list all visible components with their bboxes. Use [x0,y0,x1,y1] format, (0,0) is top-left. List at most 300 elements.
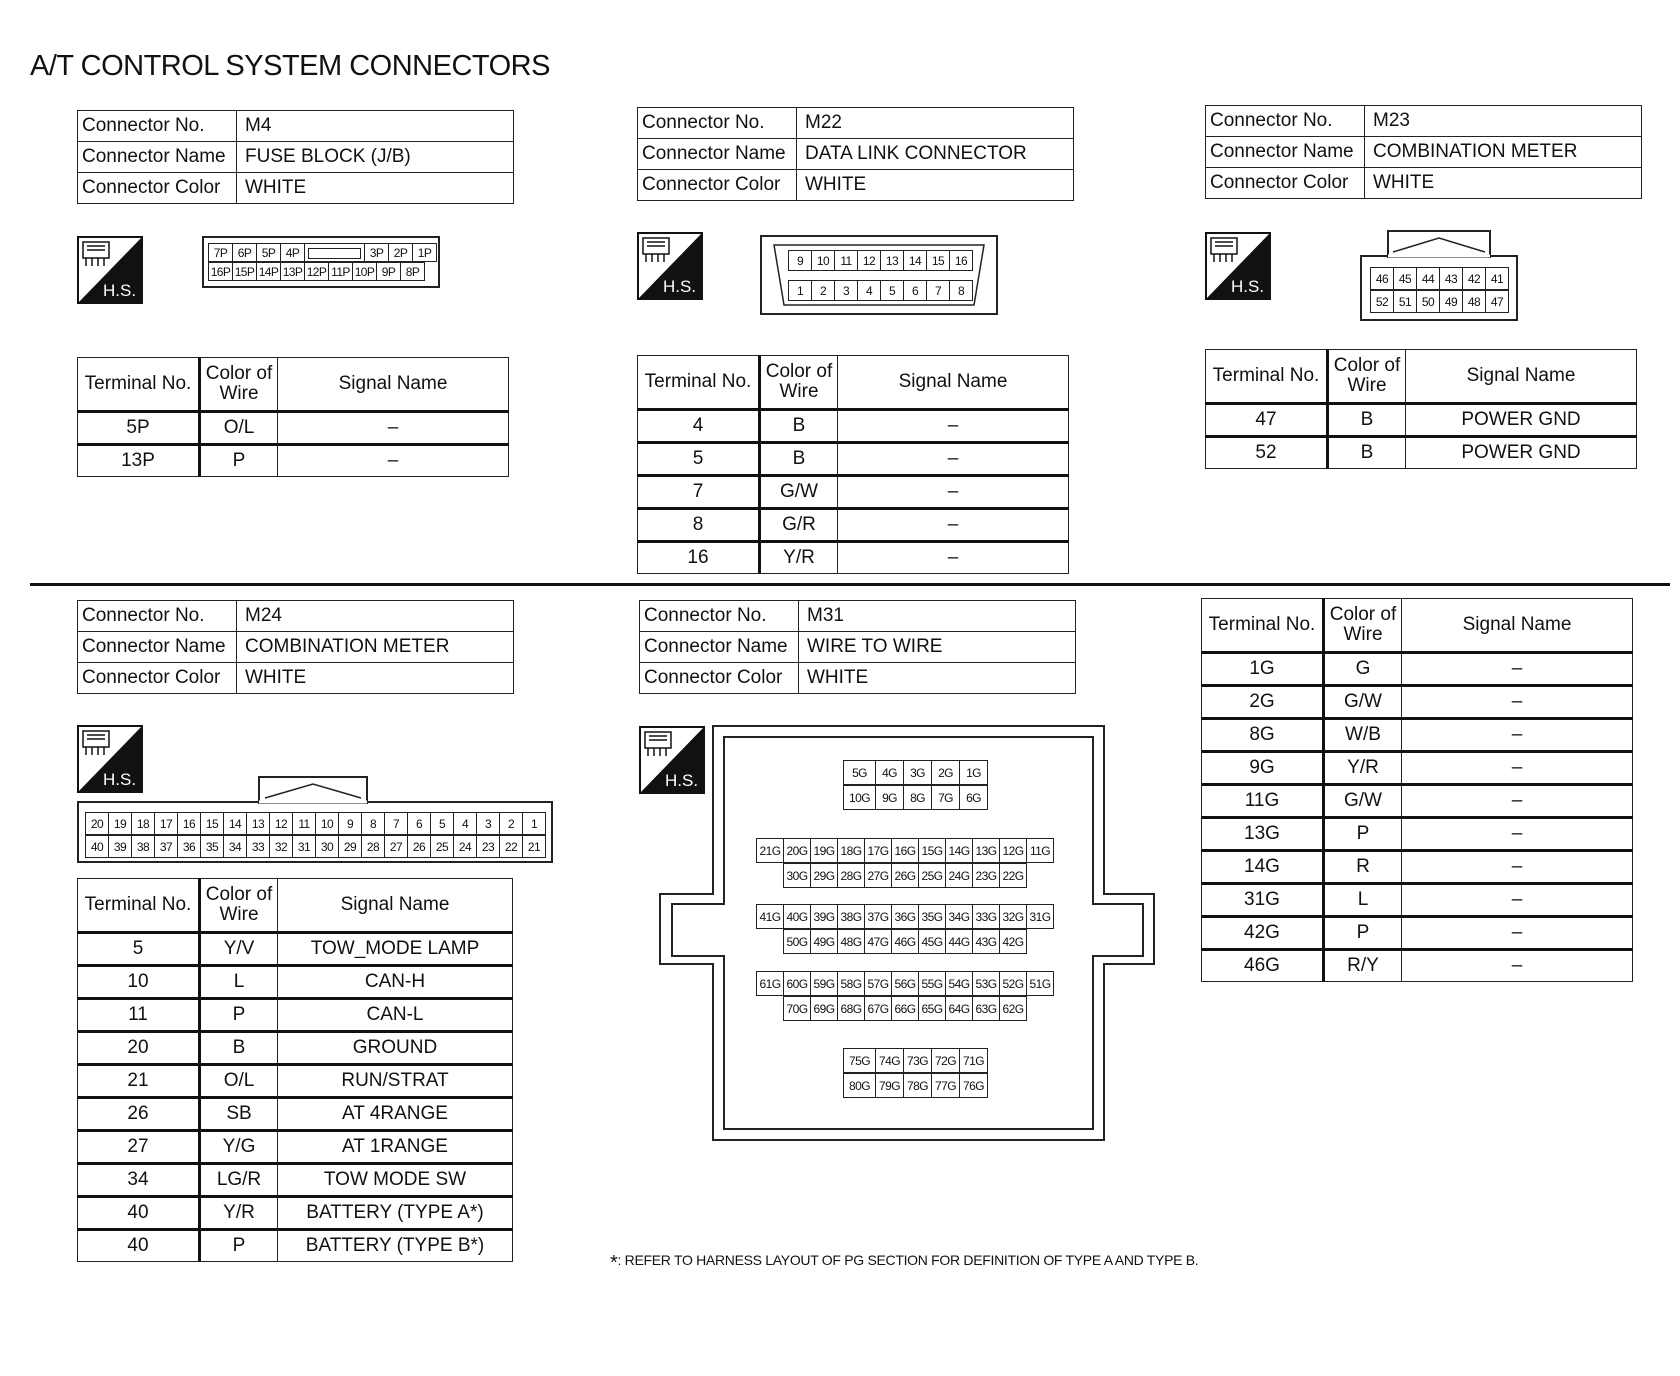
connector-pin: 64G [946,997,973,1021]
table-row [78,412,509,445]
table-row [1202,686,1633,719]
connector-pin: 35 [201,836,224,858]
connector-pin: 76G [960,1074,988,1098]
connector-pin: 45G [919,930,946,954]
connector-no-value: M24 [237,601,514,632]
connector-color-label: Connector Color [638,170,797,201]
connector-pin: 24 [454,836,477,858]
connector-pin: 3 [477,813,500,835]
connector-pin: 55G [919,972,946,996]
table-row [1202,917,1633,950]
connector-pin: 13 [247,813,270,835]
connector-pin: 36G [892,905,919,929]
connector-pin: 80G [844,1074,876,1098]
table-row [1202,719,1633,752]
connector-pin: 13 [881,251,904,271]
wire-color-cell: B [1328,437,1406,469]
signal-name-cell: BATTERY (TYPE B*) [278,1230,513,1262]
wire-color-cell: G/W [1324,686,1402,719]
connector-pin: 13G [973,839,1000,863]
connector-pin: 11 [835,251,858,271]
connector-pin: 52G [1000,972,1027,996]
hs-label: H.S. [103,770,137,789]
m22-pin-row-top [788,250,973,271]
m31-block-3-row-bottom [783,929,1027,954]
wire-color-cell: L [1324,884,1402,917]
connector-pin: 59G [811,972,838,996]
connector-pin: 32 [270,836,293,858]
connector-pin: 43 [1440,268,1463,290]
signal-name-header: Signal Name [1402,599,1633,653]
connector-pin: 46G [892,930,919,954]
terminal-no-cell: 46G [1202,950,1324,982]
connector-pin: 24G [946,864,973,888]
connector-pin: 16G [892,839,919,863]
connector-key-slot [305,244,365,262]
connector-pin: 10G [844,786,876,810]
table-row [1202,818,1633,851]
table-row [78,1230,513,1262]
terminal-no-header: Terminal No. [1206,350,1328,404]
connector-pin: 14 [224,813,247,835]
terminal-no-cell: 11 [78,999,200,1032]
color-of-wire-header: Color of Wire [200,879,278,933]
connector-pin: 39 [109,836,132,858]
connector-pin: 1G [960,761,988,785]
connector-pin: 9P [377,263,401,281]
connector-pin: 21 [523,836,546,858]
m31-terminal-table [1201,598,1633,982]
connector-pin: 3 [835,281,858,301]
connector-pin: 6P [233,244,257,262]
wire-color-cell: G [1324,653,1402,686]
wire-color-cell: P [1324,818,1402,851]
m4-pin-row-bottom [208,262,425,281]
wire-color-cell: G/W [1324,785,1402,818]
connector-pin: 5G [844,761,876,785]
connector-name-value: WIRE TO WIRE [799,632,1076,663]
connector-pin: 47G [865,930,892,954]
terminal-no-header: Terminal No. [1202,599,1324,653]
signal-name-cell: TOW MODE SW [278,1164,513,1197]
connector-pin: 4 [454,813,477,835]
m31-info-table [639,600,1076,694]
connector-pin: 41G [757,905,784,929]
connector-no-label: Connector No. [1206,106,1365,137]
connector-no-label: Connector No. [640,601,799,632]
terminal-no-cell: 40 [78,1197,200,1230]
wire-color-cell: W/B [1324,719,1402,752]
connector-pin: 28 [362,836,385,858]
terminal-no-cell: 2G [1202,686,1324,719]
table-row [1202,884,1633,917]
terminal-no-cell: 8G [1202,719,1324,752]
signal-name-cell: – [838,542,1069,574]
connector-pin: 12G [1000,839,1027,863]
connector-pin: 46 [1371,268,1394,290]
table-row [78,999,513,1032]
wire-color-cell: LG/R [200,1164,278,1197]
connector-pin: 72G [932,1049,960,1073]
connector-pin: 6 [904,281,927,301]
connector-pin: 26G [892,864,919,888]
terminal-no-cell: 16 [638,542,760,574]
connector-pin: 52 [1371,291,1394,313]
connector-pin: 18G [838,839,865,863]
connector-name-label: Connector Name [78,632,237,663]
connector-pin: 62G [1000,997,1027,1021]
signal-name-cell: – [838,509,1069,542]
connector-color-value: WHITE [1365,168,1642,199]
m22-terminal-table [637,355,1069,574]
connector-pin: 16 [950,251,973,271]
table-row [1202,950,1633,982]
connector-pin: 9 [339,813,362,835]
signal-name-cell: – [838,410,1069,443]
signal-name-cell: GROUND [278,1032,513,1065]
terminal-no-cell: 11G [1202,785,1324,818]
connector-pin: 37G [865,905,892,929]
signal-name-cell: – [278,412,509,445]
connector-no-value: M22 [797,108,1074,139]
table-row [638,476,1069,509]
signal-name-cell: AT 4RANGE [278,1098,513,1131]
wire-color-cell: Y/V [200,933,278,966]
connector-pin: 45 [1394,268,1417,290]
connector-pin: 5 [431,813,454,835]
connector-pin: 7G [932,786,960,810]
signal-name-cell: CAN-H [278,966,513,999]
table-row [1202,785,1633,818]
m23-info-table [1205,105,1642,199]
m22-pin-row-bottom [788,280,973,301]
connector-pin: 1P [413,244,437,262]
wire-color-cell: L [200,966,278,999]
connector-pin: 27 [385,836,408,858]
connector-pin: 56G [892,972,919,996]
connector-pin: 20 [86,813,109,835]
connector-pin: 15G [919,839,946,863]
connector-pin: 2 [812,281,835,301]
m22-connector-face [760,235,1000,315]
connector-color-label: Connector Color [78,663,237,694]
connector-pin: 44 [1417,268,1440,290]
signal-name-header: Signal Name [1406,350,1637,404]
table-row [638,410,1069,443]
connector-pin: 16P [209,263,233,281]
table-row [1202,653,1633,686]
connector-no-value: M31 [799,601,1076,632]
table-row [78,1065,513,1098]
connector-color-label: Connector Color [78,173,237,204]
connector-pin: 2G [932,761,960,785]
connector-pin: 48G [838,930,865,954]
m22-info-table [637,107,1074,201]
connector-no-value: M23 [1365,106,1642,137]
connector-color-label: Connector Color [1206,168,1365,199]
wire-color-cell: B [200,1032,278,1065]
connector-pin: 15 [201,813,224,835]
connector-pin: 39G [811,905,838,929]
signal-name-cell: RUN/STRAT [278,1065,513,1098]
footnote-text: : REFER TO HARNESS LAYOUT OF PG SECTION FOR DEFINITION OF TYPE A AND TYPE B. [617,1252,1199,1268]
connector-name-label: Connector Name [638,139,797,170]
m23-pin-row-bottom [1370,290,1509,313]
m24-terminal-table [77,878,513,1262]
terminal-no-cell: 8 [638,509,760,542]
signal-name-cell: – [1402,917,1633,950]
connector-pin: 42 [1463,268,1486,290]
m23-pin-row-top [1370,267,1509,290]
terminal-no-cell: 27 [78,1131,200,1164]
terminal-no-cell: 20 [78,1032,200,1065]
connector-pin: 49 [1440,291,1463,313]
m24-pin-row-bottom [85,835,546,858]
connector-pin: 8P [401,263,425,281]
connector-pin: 38 [132,836,155,858]
signal-name-cell: – [1402,686,1633,719]
signal-name-header: Signal Name [278,879,513,933]
connector-pin: 4G [876,761,904,785]
terminal-no-header: Terminal No. [78,879,200,933]
signal-name-cell: POWER GND [1406,437,1637,469]
table-row [638,542,1069,574]
wire-color-cell: B [760,410,838,443]
connector-pin: 50G [784,930,811,954]
terminal-no-cell: 5 [78,933,200,966]
wire-color-cell: B [760,443,838,476]
connector-name-label: Connector Name [640,632,799,663]
connector-pin: 67G [865,997,892,1021]
connector-pin: 73G [904,1049,932,1073]
table-row [1206,437,1637,469]
table-row [638,509,1069,542]
m31-block-1-row-bottom [843,785,988,810]
wire-color-cell: Y/R [1324,752,1402,785]
table-row [78,445,509,477]
wire-color-cell: P [1324,917,1402,950]
connector-pin: 31G [1027,905,1054,929]
signal-name-cell: – [278,445,509,477]
connector-pin: 51G [1027,972,1054,996]
connector-pin: 60G [784,972,811,996]
connector-pin: 3P [365,244,389,262]
connector-color-label: Connector Color [640,663,799,694]
connector-pin: 77G [932,1074,960,1098]
terminal-no-cell: 31G [1202,884,1324,917]
terminal-no-cell: 47 [1206,404,1328,437]
terminal-no-cell: 7 [638,476,760,509]
harness-side-icon [77,236,143,304]
connector-pin: 50 [1417,291,1440,313]
signal-name-cell: – [1402,752,1633,785]
connector-pin: 26 [408,836,431,858]
terminal-no-cell: 40 [78,1230,200,1262]
connector-name-value: COMBINATION METER [1365,137,1642,168]
hs-label: H.S. [103,281,137,300]
connector-pin: 51 [1394,291,1417,313]
connector-pin: 70G [784,997,811,1021]
connector-pin: 34G [946,905,973,929]
table-row [78,933,513,966]
connector-name-value: DATA LINK CONNECTOR [797,139,1074,170]
m31-block-2-row-bottom [783,863,1027,888]
connector-color-value: WHITE [237,663,514,694]
signal-name-cell: – [1402,719,1633,752]
terminal-no-cell: 4 [638,410,760,443]
terminal-no-cell: 14G [1202,851,1324,884]
connector-color-value: WHITE [799,663,1076,694]
connector-pin: 16 [178,813,201,835]
m31-block-2-row-top [756,838,1054,863]
terminal-no-cell: 1G [1202,653,1324,686]
wire-color-cell: P [200,445,278,477]
color-of-wire-header: Color of Wire [200,358,278,412]
wire-color-cell: Y/G [200,1131,278,1164]
wire-color-cell: Y/R [760,542,838,574]
table-row [78,1197,513,1230]
wire-color-cell: P [200,999,278,1032]
connector-pin: 9 [789,251,812,271]
connector-pin: 30 [316,836,339,858]
connector-pin: 74G [876,1049,904,1073]
terminal-no-cell: 5 [638,443,760,476]
connector-pin: 63G [973,997,1000,1021]
terminal-no-header: Terminal No. [638,356,760,410]
signal-name-cell: – [838,476,1069,509]
table-row [1202,752,1633,785]
connector-pin: 20G [784,839,811,863]
connector-pin: 78G [904,1074,932,1098]
signal-name-cell: – [1402,818,1633,851]
table-row [1202,851,1633,884]
terminal-no-cell: 26 [78,1098,200,1131]
connector-pin: 17G [865,839,892,863]
section-divider [30,583,1670,586]
connector-pin: 10 [812,251,835,271]
signal-name-cell: CAN-L [278,999,513,1032]
connector-pin: 5P [257,244,281,262]
connector-pin: 43G [973,930,1000,954]
connector-pin: 69G [811,997,838,1021]
connector-pin: 12P [305,263,329,281]
signal-name-cell: – [1402,851,1633,884]
terminal-no-cell: 5P [78,412,200,445]
m31-block-1-row-top [843,760,988,785]
signal-name-cell: – [1402,950,1633,982]
signal-name-cell: POWER GND [1406,404,1637,437]
connector-pin: 7P [209,244,233,262]
signal-name-header: Signal Name [278,358,509,412]
connector-no-label: Connector No. [638,108,797,139]
terminal-no-cell: 52 [1206,437,1328,469]
connector-pin: 33G [973,905,1000,929]
connector-pin: 1 [789,281,812,301]
wire-color-cell: R [1324,851,1402,884]
connector-pin: 2 [500,813,523,835]
connector-pin: 12 [270,813,293,835]
connector-pin: 3G [904,761,932,785]
connector-pin: 23 [477,836,500,858]
connector-pin: 75G [844,1049,876,1073]
wire-color-cell: Y/R [200,1197,278,1230]
signal-name-cell: – [1402,653,1633,686]
connector-pin: 40G [784,905,811,929]
connector-pin: 33 [247,836,270,858]
wire-color-cell: B [1328,404,1406,437]
connector-pin: 8 [950,281,973,301]
m4-info-table [77,110,514,204]
signal-name-cell: – [838,443,1069,476]
connector-pin: 58G [838,972,865,996]
connector-pin: 25 [431,836,454,858]
connector-pin: 21G [757,839,784,863]
m31-block-4-row-bottom [783,996,1027,1021]
connector-pin: 11P [329,263,353,281]
connector-pin: 29G [811,864,838,888]
footnote [610,1248,1199,1274]
connector-pin: 42G [1000,930,1027,954]
connector-pin: 22G [1000,864,1027,888]
connector-pin: 10 [316,813,339,835]
connector-pin: 40 [86,836,109,858]
connector-pin: 36 [178,836,201,858]
connector-pin: 49G [811,930,838,954]
connector-pin: 29 [339,836,362,858]
hs-label: H.S. [665,771,699,790]
connector-pin: 9G [876,786,904,810]
m31-block-5-row-top [843,1048,988,1073]
table-row [638,443,1069,476]
connector-pin: 23G [973,864,1000,888]
m24-info-table [77,600,514,694]
connector-pin: 14P [257,263,281,281]
table-row [78,1098,513,1131]
table-row [78,966,513,999]
connector-pin: 5 [881,281,904,301]
connector-pin: 27G [865,864,892,888]
signal-name-cell: AT 1RANGE [278,1131,513,1164]
connector-pin: 18 [132,813,155,835]
connector-pin: 15 [927,251,950,271]
connector-pin: 71G [960,1049,988,1073]
connector-pin: 30G [784,864,811,888]
connector-pin: 4 [858,281,881,301]
table-row [78,1032,513,1065]
connector-pin: 47 [1486,291,1509,313]
terminal-no-cell: 13P [78,445,200,477]
connector-pin: 34 [224,836,247,858]
connector-pin: 28G [838,864,865,888]
color-of-wire-header: Color of Wire [1328,350,1406,404]
signal-name-cell: – [1402,785,1633,818]
connector-pin: 37 [155,836,178,858]
m31-block-3-row-top [756,904,1054,929]
m4-pin-row-top [208,243,437,262]
table-row [1206,404,1637,437]
connector-pin: 25G [919,864,946,888]
m31-block-5-row-bottom [843,1073,988,1098]
connector-pin: 66G [892,997,919,1021]
connector-pin: 35G [919,905,946,929]
page-title: A/T CONTROL SYSTEM CONNECTORS [30,50,550,82]
hs-label: H.S. [663,277,697,296]
connector-pin: 61G [757,972,784,996]
wire-color-cell: G/W [760,476,838,509]
connector-pin: 6G [960,786,988,810]
harness-side-icon [637,232,703,300]
connector-pin: 41 [1486,268,1509,290]
